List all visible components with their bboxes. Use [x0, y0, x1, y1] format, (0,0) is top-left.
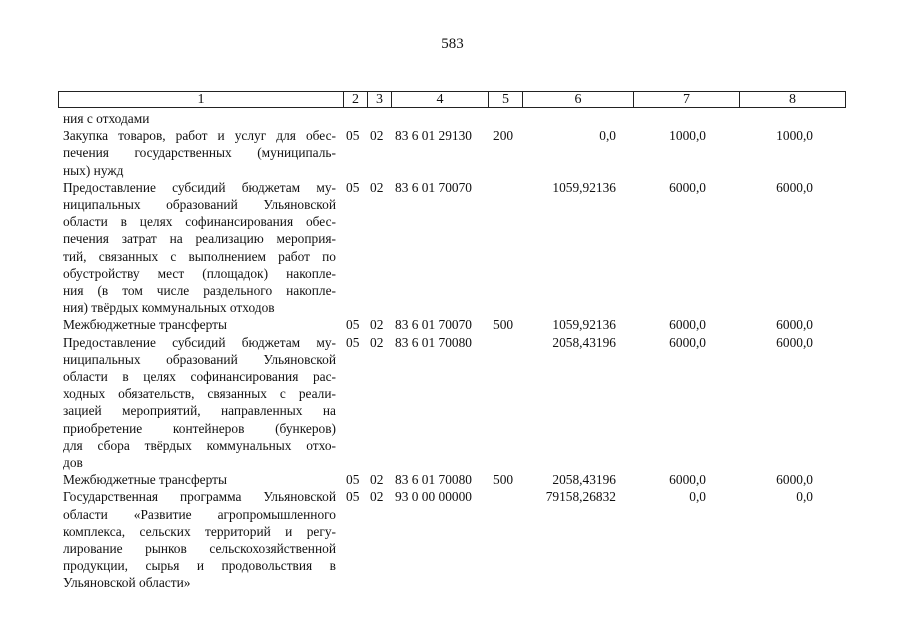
- header-col-2: 2: [344, 92, 368, 107]
- cell-rz: 05: [346, 472, 360, 488]
- cell-sum-2: 6000,0: [669, 334, 706, 350]
- row-name-line: ниципальных образований Ульяновской: [63, 196, 336, 212]
- cell-csr: 83 6 01 29130: [395, 128, 472, 144]
- header-col-7: 7: [634, 92, 740, 107]
- table-header: [58, 91, 846, 108]
- row-name-line: Межбюджетные трансферты: [63, 317, 227, 333]
- cell-csr: 83 6 01 70070: [395, 317, 472, 333]
- table-row: [0, 316, 905, 333]
- row-name-line: Межбюджетные трансферты: [63, 472, 227, 488]
- row-name-line: комплекса, сельских территорий и регу-: [63, 523, 336, 539]
- table-row: [0, 471, 905, 488]
- cell-prz: 02: [370, 317, 384, 333]
- header-col-5: 5: [489, 92, 523, 107]
- cell-prz: 02: [370, 489, 384, 505]
- cell-sum-1: 2058,43196: [552, 472, 616, 488]
- header-col-8: 8: [789, 92, 796, 107]
- cell-sum-3: 6000,0: [776, 472, 813, 488]
- cell-prz: 02: [370, 179, 384, 195]
- row-name-line: обустройству мест (площадок) накопле-: [63, 265, 336, 281]
- cell-rz: 05: [346, 317, 360, 333]
- row-name-line: печения затрат на реализацию мероприя-: [63, 231, 336, 247]
- cell-rz: 05: [346, 489, 360, 505]
- row-name-line: Закупка товаров, работ и услуг для обес-: [63, 128, 336, 144]
- cell-sum-1: 79158,26832: [545, 489, 616, 505]
- table-row: [0, 334, 905, 472]
- row-name-line: ния (в том числе раздельного накопле-: [63, 282, 336, 298]
- row-name: [63, 334, 336, 472]
- cell-sum-3: 0,0: [796, 489, 813, 505]
- cell-rz: 05: [346, 128, 360, 144]
- cell-csr: 83 6 01 70080: [395, 472, 472, 488]
- cell-csr: 93 0 00 00000: [395, 489, 472, 505]
- row-name-line: Предоставление субсидий бюджетам му-: [63, 334, 336, 350]
- row-name-line: печения государственных (муниципаль-: [63, 145, 336, 161]
- row-name-line: лирование рынков сельскохозяйственной: [63, 540, 336, 556]
- row-name-line: области «Развитие агропромышленного: [63, 506, 336, 522]
- row-name: [63, 110, 336, 127]
- cell-sum-2: 1000,0: [669, 128, 706, 144]
- cell-sum-2: 6000,0: [669, 179, 706, 195]
- row-name: [63, 488, 336, 591]
- table-row: [0, 110, 905, 127]
- row-name: [63, 316, 336, 333]
- header-col-4: 4: [392, 92, 489, 107]
- cell-sum-3: 6000,0: [776, 334, 813, 350]
- row-name-line: области в целях софинансирования рас-: [63, 368, 336, 384]
- page-number: 583: [441, 36, 464, 52]
- row-name: [63, 127, 336, 179]
- cell-prz: 02: [370, 472, 384, 488]
- cell-sum-2: 6000,0: [669, 472, 706, 488]
- cell-sum-1: 2058,43196: [552, 334, 616, 350]
- cell-sum-1: 0,0: [599, 128, 616, 144]
- cell-sum-1: 1059,92136: [552, 179, 616, 195]
- row-name-line: приобретение контейнеров (бункеров): [63, 420, 336, 436]
- cell-prz: 02: [370, 128, 384, 144]
- cell-sum-3: 6000,0: [776, 317, 813, 333]
- row-name-line: области в целях софинансирования обес-: [63, 214, 336, 230]
- row-name-line: ниципальных образований Ульяновской: [63, 351, 336, 367]
- table-row: [0, 179, 905, 317]
- cell-vr: 500: [493, 472, 514, 488]
- row-name-line: дов: [63, 454, 83, 470]
- table-row: [0, 488, 905, 591]
- cell-rz: 05: [346, 334, 360, 350]
- cell-sum-2: 6000,0: [669, 317, 706, 333]
- row-name-line: для сбора твёрдых коммунальных отхо-: [63, 437, 336, 453]
- cell-sum-3: 6000,0: [776, 179, 813, 195]
- cell-sum-1: 1059,92136: [552, 317, 616, 333]
- cell-csr: 83 6 01 70070: [395, 179, 472, 195]
- row-name: [63, 179, 336, 317]
- row-name-line: тий, связанных с выполнением работ по: [63, 248, 336, 264]
- row-name-line: ния с отходами: [63, 111, 150, 126]
- row-name: [63, 471, 336, 488]
- row-name-line: продукции, сырья и продовольствия в: [63, 558, 336, 574]
- row-name-line: ходных обязательств, связанных с реали-: [63, 386, 336, 402]
- row-name-line: ных) нужд: [63, 162, 124, 178]
- row-name-line: ния) твёрдых коммунальных отходов: [63, 300, 275, 316]
- cell-vr: 500: [493, 317, 514, 333]
- cell-sum-2: 0,0: [689, 489, 706, 505]
- row-name-line: Государственная программа Ульяновской: [63, 489, 336, 505]
- row-name-line: зацией мероприятий, направленных на: [63, 403, 336, 419]
- cell-sum-3: 1000,0: [776, 128, 813, 144]
- header-col-3: 3: [368, 92, 392, 107]
- header-col-1: 1: [59, 92, 344, 107]
- cell-csr: 83 6 01 70080: [395, 334, 472, 350]
- cell-vr: 200: [493, 128, 514, 144]
- header-col-6: 6: [523, 92, 634, 107]
- table-row: [0, 127, 905, 179]
- row-name-line: Ульяновской области»: [63, 575, 191, 591]
- cell-rz: 05: [346, 179, 360, 195]
- row-name-line: Предоставление субсидий бюджетам му-: [63, 179, 336, 195]
- cell-prz: 02: [370, 334, 384, 350]
